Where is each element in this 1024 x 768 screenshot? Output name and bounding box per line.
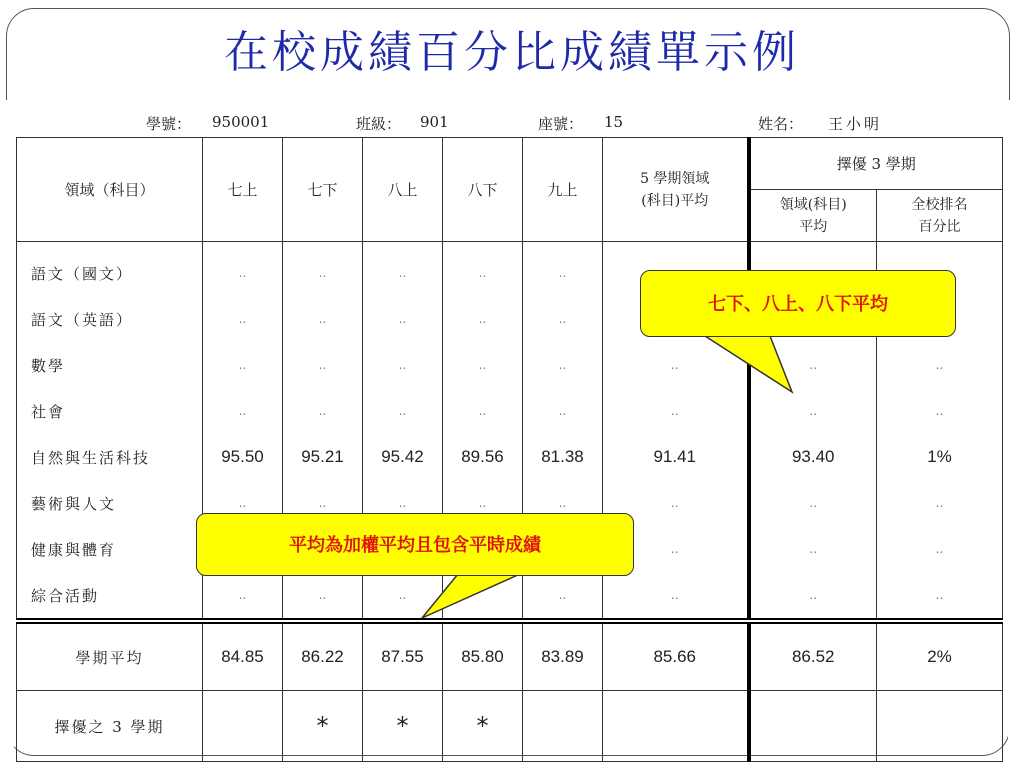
subject-row [17, 388, 1003, 434]
best3-avg-score: 93.40 [749, 434, 877, 480]
rank-percent: .. [877, 480, 1003, 526]
best-terms-best3 [749, 691, 877, 762]
subject-name: 自然與生活科技 [17, 434, 203, 480]
callout-top: 七下、八上、八下平均 [640, 270, 956, 337]
score-term-2: .. [283, 242, 363, 297]
semester-average-label: 學期平均 [17, 621, 203, 691]
semester-average-row [17, 621, 1003, 691]
score-term-5: .. [523, 342, 603, 388]
semester-average-term-5: 83.89 [523, 621, 603, 691]
subject-row [17, 434, 1003, 480]
header-best3-avg [749, 190, 877, 242]
score-term-5: .. [523, 242, 603, 297]
semester-average-term-3: 87.55 [363, 621, 443, 691]
seat-label: 座號： [538, 115, 584, 133]
score-term-4 [443, 572, 523, 621]
header-domain: 領域（科目） [17, 138, 203, 242]
score-term-3: .. [363, 296, 443, 342]
subject-row [17, 572, 1003, 621]
best-terms-label: 擇優之 3 學期 [17, 691, 203, 762]
frame-gap-right [1008, 100, 1024, 740]
score-term-3: .. [363, 242, 443, 297]
score-term-3: .. [363, 480, 443, 526]
semester-average-rank: 2% [877, 621, 1003, 691]
score-term-3: 95.42 [363, 434, 443, 480]
class-value: 901 [420, 113, 449, 131]
subject-name: 藝術與人文 [17, 480, 203, 526]
grade-table [16, 137, 1003, 762]
subject-name: 健康與體育 [17, 526, 203, 572]
name-label: 姓名： [758, 115, 804, 133]
semester-average-best3: 86.52 [749, 621, 877, 691]
score-term-5: .. [523, 388, 603, 434]
best3-avg-score: .. [749, 572, 877, 621]
avg5-score: .. [603, 572, 749, 621]
score-term-3: .. [363, 388, 443, 434]
header-term-5: 九上 [523, 138, 603, 242]
rank-percent: .. [877, 388, 1003, 434]
header-term-3: 八上 [363, 138, 443, 242]
header-rank [877, 190, 1003, 242]
name-value: 王小明 [828, 115, 883, 133]
score-term-5: 81.38 [523, 434, 603, 480]
class-label: 班級： [356, 115, 402, 133]
rank-percent: 1% [877, 434, 1003, 480]
score-term-2: .. [283, 388, 363, 434]
semester-average-term-4: 85.80 [443, 621, 523, 691]
best3-avg-score: .. [749, 342, 877, 388]
header-best3: 擇優 3 學期 [749, 138, 1003, 190]
best-terms-mark-1 [203, 691, 283, 762]
best3-avg-score: .. [749, 388, 877, 434]
rank-percent: .. [877, 526, 1003, 572]
rank-percent: .. [877, 342, 1003, 388]
subject-name: 語文（國文） [17, 242, 203, 297]
header-best3-avg-line2: 平均 [799, 218, 828, 235]
avg5-score: .. [603, 480, 749, 526]
header-avg5-line1: 5 學期領域 [640, 170, 710, 187]
student-id-value: 950001 [212, 113, 270, 131]
score-term-5: .. [523, 296, 603, 342]
callout-bottom: 平均為加權平均且包含平時成績 [196, 513, 634, 576]
header-rank-line1: 全校排名 [911, 196, 968, 213]
score-term-1: 95.50 [203, 434, 283, 480]
score-term-2: .. [283, 342, 363, 388]
score-term-4: .. [443, 296, 523, 342]
frame-gap-left [0, 100, 14, 760]
header-avg5 [603, 138, 749, 242]
score-term-4: 89.56 [443, 434, 523, 480]
header-term-2: 七下 [283, 138, 363, 242]
best3-avg-score: .. [749, 480, 877, 526]
best-terms-row [17, 691, 1003, 762]
header-row-1 [17, 138, 1003, 190]
score-term-1: .. [203, 388, 283, 434]
best-terms-mark-3: * [363, 691, 443, 762]
avg5-score: .. [603, 526, 749, 572]
score-term-1: .. [203, 342, 283, 388]
header-best3-avg-line1: 領域(科目) [779, 196, 847, 213]
best3-avg-score: .. [749, 526, 877, 572]
score-term-2: 95.21 [283, 434, 363, 480]
best-terms-mark-2: * [283, 691, 363, 762]
best-terms-rank [877, 691, 1003, 762]
rank-percent: .. [877, 572, 1003, 621]
semester-average-term-1: 84.85 [203, 621, 283, 691]
score-term-1: .. [203, 480, 283, 526]
score-term-3: .. [363, 342, 443, 388]
subject-name: 社會 [17, 388, 203, 434]
subject-row [17, 342, 1003, 388]
subject-name: 綜合活動 [17, 572, 203, 621]
student-id-label: 學號： [146, 115, 192, 133]
best-terms-mark-5 [523, 691, 603, 762]
best-terms-avg5 [603, 691, 749, 762]
seat-value: 15 [604, 113, 624, 131]
best-terms-mark-4: * [443, 691, 523, 762]
subject-name: 語文（英語） [17, 296, 203, 342]
score-term-2: .. [283, 480, 363, 526]
header-avg5-line2: (科目)平均 [641, 192, 709, 209]
score-term-4: .. [443, 242, 523, 297]
score-term-5: .. [523, 480, 603, 526]
score-term-1: .. [203, 296, 283, 342]
header-term-4: 八下 [443, 138, 523, 242]
score-term-1: .. [203, 572, 283, 621]
score-term-1: .. [203, 242, 283, 297]
score-term-4: .. [443, 342, 523, 388]
slide-title: 在校成績百分比成績單示例 [224, 27, 800, 78]
semester-average-avg5: 85.66 [603, 621, 749, 691]
avg5-score: .. [603, 342, 749, 388]
subject-name: 數學 [17, 342, 203, 388]
header-rank-line2: 百分比 [918, 218, 961, 235]
semester-average-term-2: 86.22 [283, 621, 363, 691]
avg5-score: .. [603, 388, 749, 434]
score-term-4: .. [443, 480, 523, 526]
score-term-2: .. [283, 572, 363, 621]
score-term-3: .. [363, 572, 443, 621]
score-term-4: .. [443, 388, 523, 434]
score-term-5: .. [523, 572, 603, 621]
score-term-2: .. [283, 296, 363, 342]
header-term-1: 七上 [203, 138, 283, 242]
avg5-score: 91.41 [603, 434, 749, 480]
